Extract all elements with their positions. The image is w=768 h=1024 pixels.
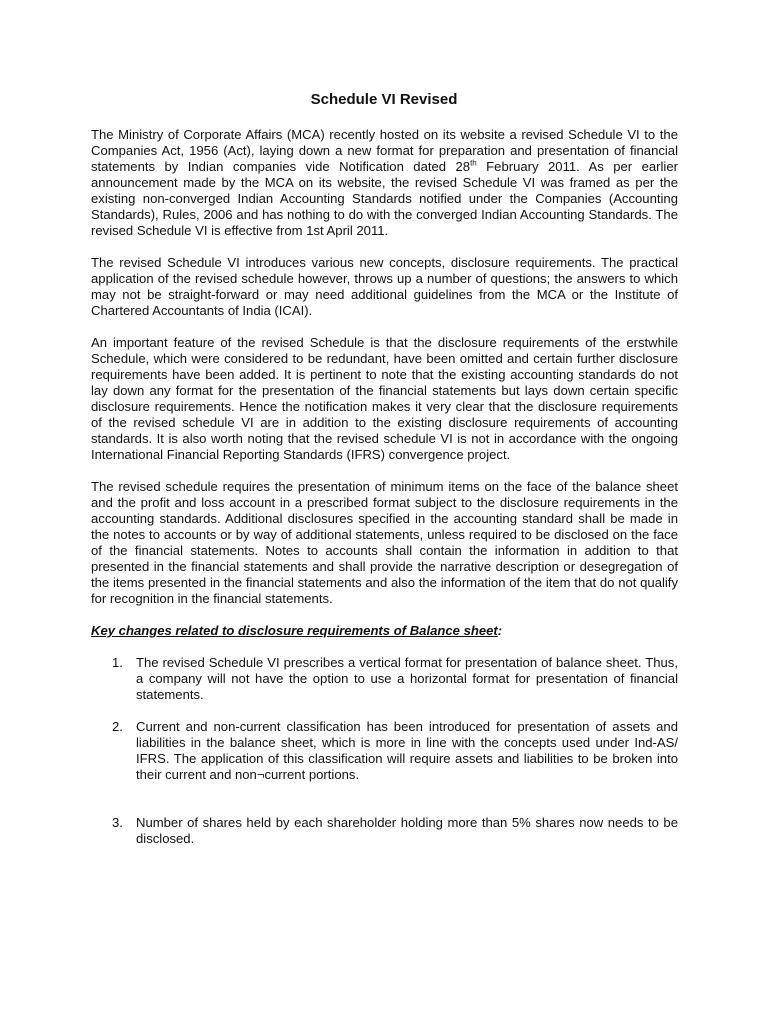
ordinal-suffix: th (470, 158, 477, 168)
list-item (91, 815, 678, 847)
list-item-text: Number of shares held by each shareholder holding more than 5% shares now needs to be disclosed. (136, 815, 678, 846)
paragraph-introduction-text-b: February 2011. As per earlier announcement made by the MCA on its website, the revised Schedule VI was framed as per the existing non-converged Indian Accounting Standards notified under the Companies (Accounting Standards), Rules, 2006 and has nothing to do with the converged Indian Accounting Standards. The revised Schedule VI is effective from 1st April 2011. (91, 159, 678, 238)
paragraph-new-concepts: The revised Schedule VI introduces various new concepts, disclosure requirements. The practical application of the revised schedule however, throws up a number of questions; the answers to which may not be straight-forward or may need additional guidelines from the MCA or the Institute of Chartered Accountants of India (ICAI). (91, 255, 678, 318)
document-title: Schedule VI Revised (310, 91, 458, 108)
section-heading-colon: : (497, 623, 503, 638)
document-body (91, 127, 678, 847)
list-item-text: Current and non-current classification has been introduced for presentation of assets and liabilities in the balance sheet, which is more in line with the concepts used under Ind-AS/ IFRS. The application of this classification will require assets and liabilities to be broken into their current and non¬current portions. (136, 719, 678, 782)
paragraph-introduction-text-a: The Ministry of Corporate Affairs (MCA) recently hosted on its website a revised Schedule VI to the Companies Act, 1956 (Act), laying down a new format for preparation and presentation of financial statements by Indian companies vide Notification dated 28 (91, 127, 678, 174)
list-item-number: 3. (112, 815, 123, 830)
paragraph-introduction (91, 127, 678, 239)
list-item-text: The revised Schedule VI prescribes a vertical format for presentation of balance sheet. Thus, a company will not have the option to use a horizontal format for presentation of financial statements. (136, 655, 678, 702)
section-heading-text: Key changes related to disclosure requirements of Balance sheet (91, 623, 498, 638)
list-item (91, 719, 678, 783)
list-item-number: 1. (112, 655, 123, 670)
paragraph-presentation-requirements: The revised schedule requires the presentation of minimum items on the face of the balance sheet and the profit and loss account in a prescribed format subject to the disclosure requirements in the accounting standards. Additional disclosures specified in the accounting standard shall be made in the notes to accounts or by way of additional statements, unless required to be disclosed on the face of the financial statements. Notes to accounts shall contain the information in addition to that presented in the financial statements and shall provide the narrative description or desegregation of the items presented in the financial statements and also the information of the item that do not qualify for recognition in the financial statements. (91, 479, 678, 606)
paragraph-important-feature: An important feature of the revised Schedule is that the disclosure requirements of the erstwhile Schedule, which were considered to be redundant, have been omitted and certain further disclosure requirements have been added. It is pertinent to note that the existing accounting standards do not lay down any format for the presentation of the financial statements but lays down certain specific disclosure requirements. Hence the notification makes it very clear that the disclosure requirements of the revised schedule VI are in addition to the existing disclosure requirements of accounting standards. It is also worth noting that the revised schedule VI is not in accordance with the ongoing International Financial Reporting Standards (IFRS) convergence project. (91, 335, 678, 462)
list-item (91, 655, 678, 703)
key-changes-list (91, 655, 678, 847)
list-item-number: 2. (112, 719, 123, 734)
section-heading-key-changes (91, 623, 678, 639)
